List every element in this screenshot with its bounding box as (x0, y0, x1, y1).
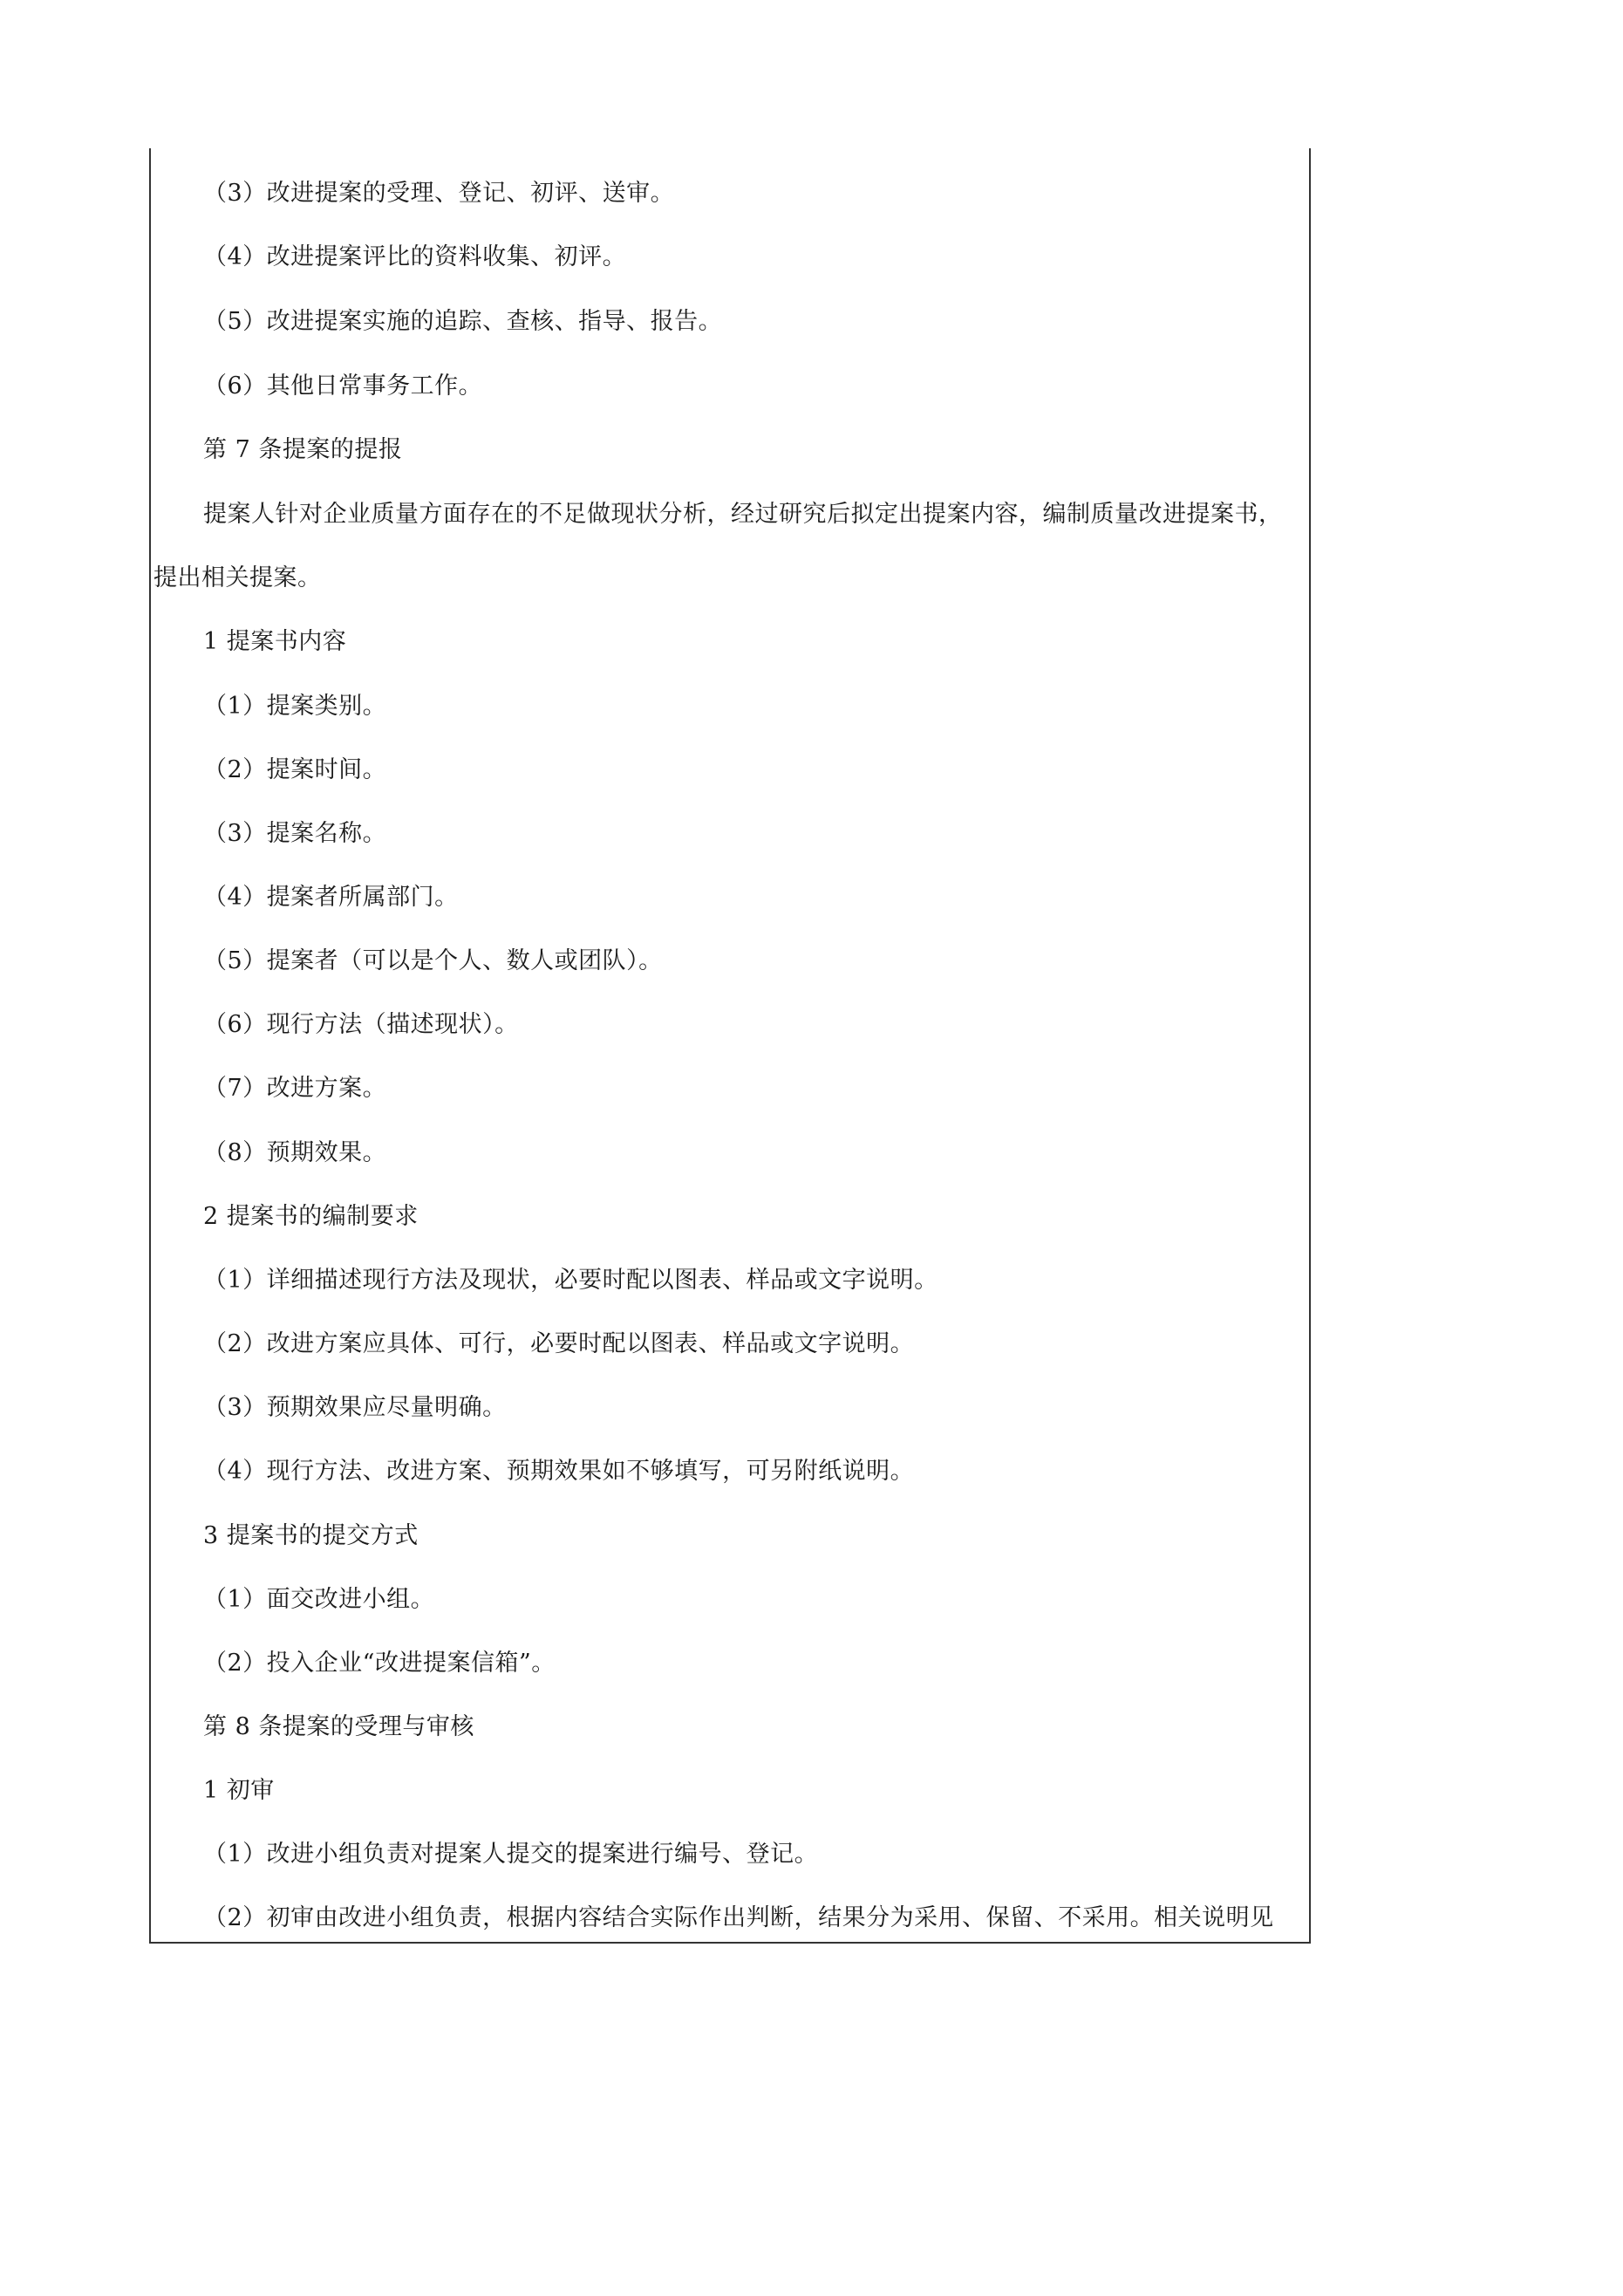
list-item: （2）改进方案应具体、可行，必要时配以图表、样品或文字说明。 (203, 1330, 915, 1357)
list-item: （7）改进方案。 (203, 1075, 387, 1102)
subsection-heading: 3 提案书的提交方式 (203, 1522, 419, 1549)
list-item: （4）提案者所属部门。 (203, 884, 459, 911)
list-item: （8）预期效果。 (203, 1139, 387, 1166)
list-item: （3）提案名称。 (203, 820, 387, 847)
text-line: （5）改进提案实施的追踪、查核、指导、报告。 (203, 308, 723, 335)
list-item: （4）现行方法、改进方案、预期效果如不够填写，可另附纸说明。 (203, 1458, 915, 1485)
list-item: （3）预期效果应尽量明确。 (203, 1394, 507, 1421)
list-item: （1）面交改进小组。 (203, 1586, 435, 1613)
paragraph-line: 提出相关提案。 (153, 564, 322, 591)
subsection-heading: 2 提案书的编制要求 (203, 1203, 419, 1230)
list-item: （6）现行方法（描述现状）。 (203, 1011, 519, 1038)
paragraph-line: 提案人针对企业质量方面存在的不足做现状分析，经过研究后拟定出提案内容，编制质量改进提案书， (203, 501, 1283, 528)
list-item: （1）详细描述现行方法及现状，必要时配以图表、样品或文字说明。 (203, 1267, 938, 1294)
subsection-heading: 1 提案书内容 (203, 628, 347, 655)
text-line: （3）改进提案的受理、登记、初评、送审。 (203, 180, 675, 207)
text-line: （4）改进提案评比的资料收集、初评。 (203, 243, 627, 270)
list-item: （2）投入企业“改进提案信箱”。 (203, 1650, 556, 1677)
text-line: （6）其他日常事务工作。 (203, 372, 483, 400)
list-item: （5）提案者（可以是个人、数人或团队）。 (203, 947, 663, 974)
subsection-heading: 1 初审 (203, 1777, 275, 1804)
section-heading: 第 8 条提案的受理与审核 (203, 1713, 474, 1740)
section-heading: 第 7 条提案的提报 (203, 436, 403, 463)
list-item: （2）初审由改进小组负责，根据内容结合实际作出判断，结果分为采用、保留、不采用。相关说明见 (203, 1904, 1274, 1931)
list-item: （2）提案时间。 (203, 756, 387, 783)
list-item: （1）改进小组负责对提案人提交的提案进行编号、登记。 (203, 1841, 819, 1868)
list-item: （1）提案类别。 (203, 693, 387, 720)
